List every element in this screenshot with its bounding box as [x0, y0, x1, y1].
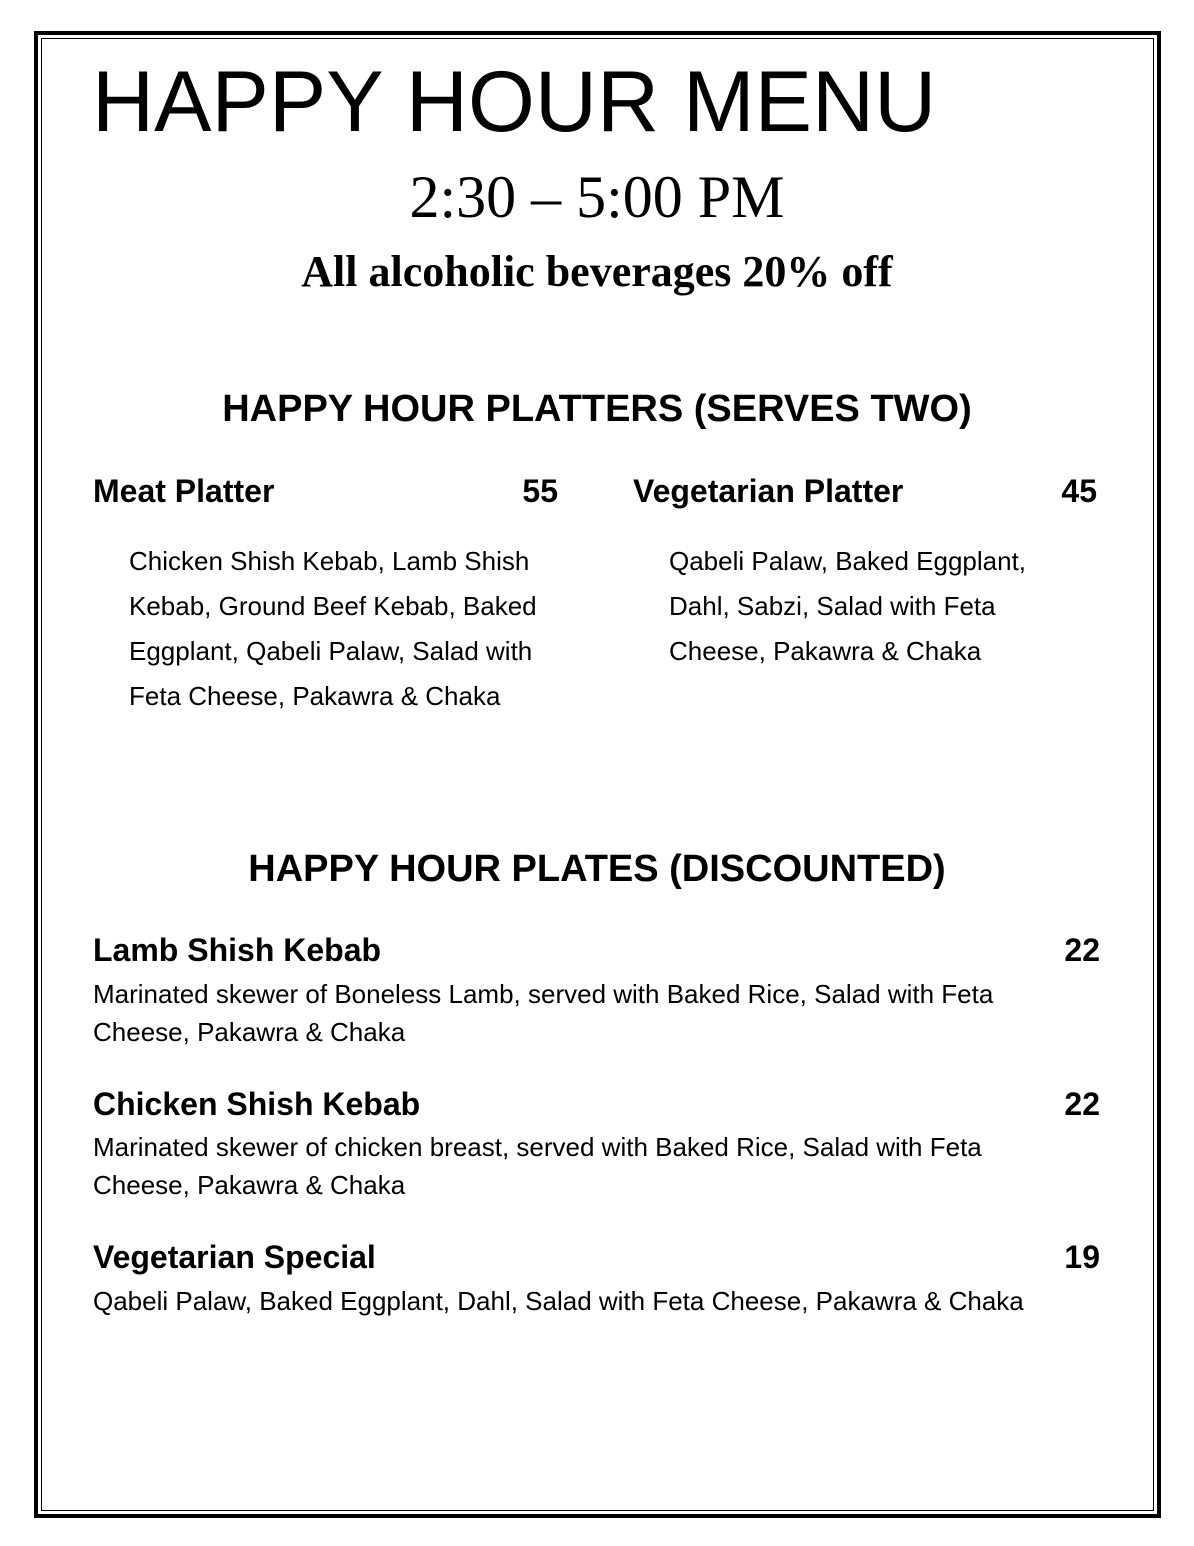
vegetarian-platter-name: Vegetarian Platter [633, 473, 904, 509]
meat-platter-price: 55 [522, 473, 558, 509]
platters-heading: HAPPY HOUR PLATTERS (SERVES TWO) [222, 388, 972, 430]
chicken-shish-kebab-description: Marinated skewer of chicken breast, served with Baked Rice, Salad with Feta Cheese, Pakawra & Chaka [93, 1132, 982, 1200]
chicken-shish-kebab-price: 22 [1064, 1086, 1100, 1122]
beverage-offer: All alcoholic beverages 20% off [301, 247, 893, 296]
lamb-shish-kebab-price: 22 [1064, 932, 1100, 968]
lamb-shish-kebab-description: Marinated skewer of Boneless Lamb, served with Baked Rice, Salad with Feta Cheese, Pakawra & Chaka [93, 979, 994, 1047]
vegetarian-special-description: Qabeli Palaw, Baked Eggplant, Dahl, Salad with Feta Cheese, Pakawra & Chaka [93, 1286, 1024, 1316]
lamb-shish-kebab-name: Lamb Shish Kebab [93, 932, 382, 968]
plates-heading: HAPPY HOUR PLATES (DISCOUNTED) [248, 848, 946, 890]
chicken-shish-kebab-name: Chicken Shish Kebab [93, 1086, 421, 1122]
menu-title: HAPPY HOUR MENU [92, 54, 937, 150]
vegetarian-platter-description: Qabeli Palaw, Baked Eggplant, Dahl, Sabzi, Salad with Feta Cheese, Pakawra & Chaka [669, 546, 1027, 666]
vegetarian-special-price: 19 [1064, 1239, 1100, 1275]
meat-platter-description: Chicken Shish Kebab, Lamb Shish Kebab, Ground Beef Kebab, Baked Eggplant, Qabeli Palaw, Salad with Feta Cheese, Pakawra & Chaka [129, 546, 537, 711]
happy-hour-time: 2:30 – 5:00 PM [409, 164, 785, 230]
vegetarian-platter-price: 45 [1061, 473, 1097, 509]
vegetarian-special-name: Vegetarian Special [93, 1239, 376, 1275]
meat-platter-name: Meat Platter [93, 473, 275, 509]
